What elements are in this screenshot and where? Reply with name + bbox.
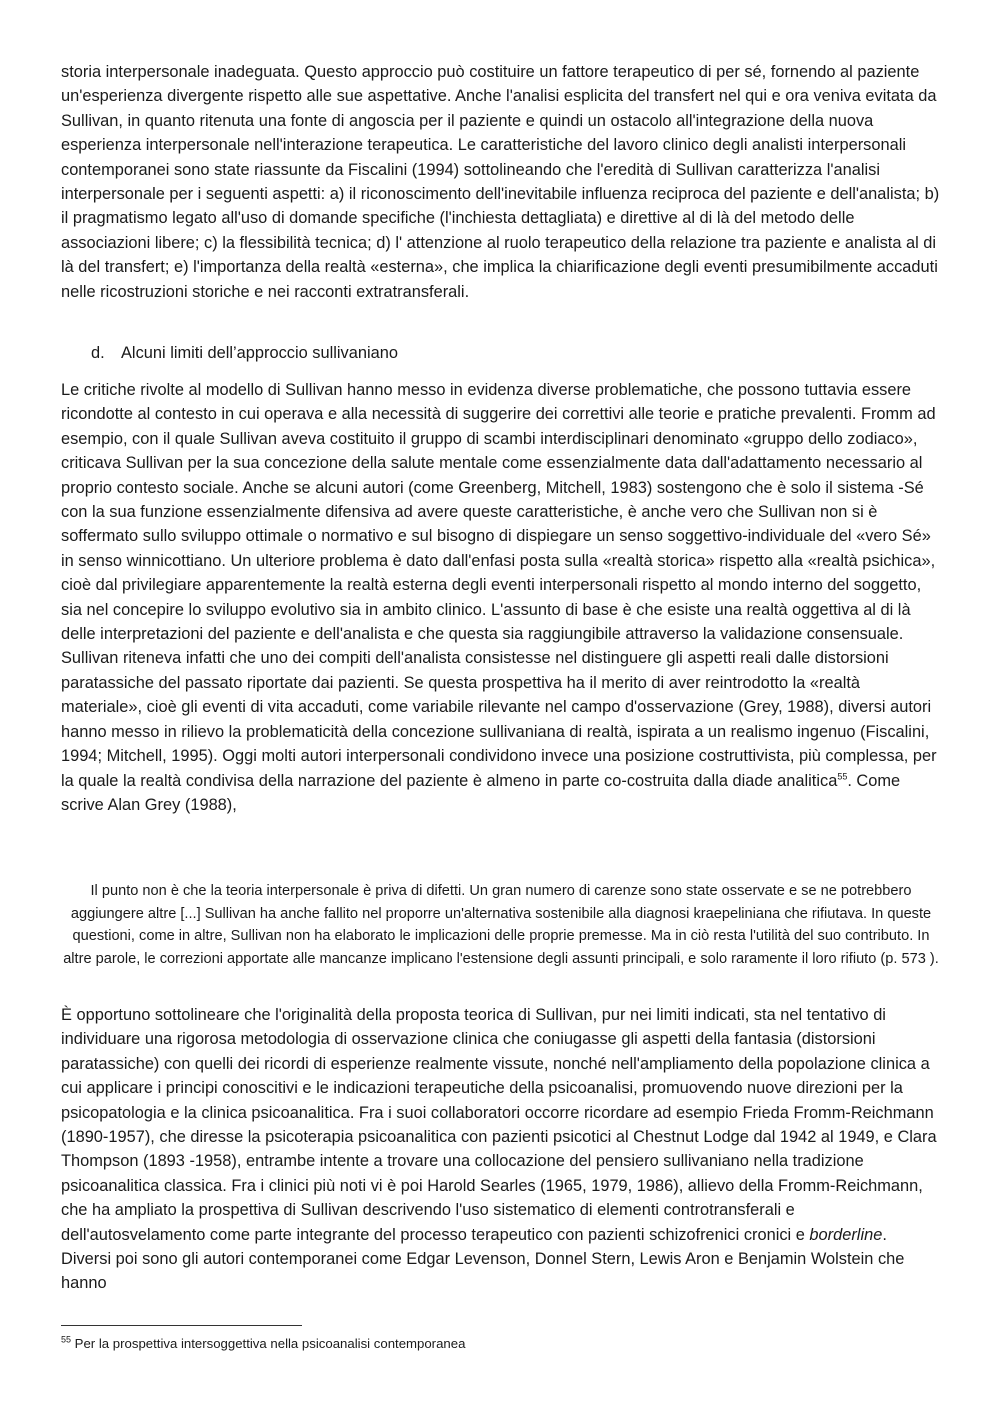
- paragraph-text-tail: . Come scrive Alan Grey (1988),: [61, 771, 901, 814]
- quote-text: Il punto non è che la teoria interpersonale è priva di difetti. Un gran numero di carenze sono state osservate e se ne potrebbero aggiungere altre [...] Sullivan ha anche fallito nel proporre un'alternativa sostenibile alla diagnosi kraepeliniana che rifiutava. In queste questioni, come in altre, Sullivan non ha elaborato le implicazioni delle proprie premesse. Ma in ciò resta l'utilità del suo contributo. In altre parole, le correzioni apportate alle mancanze implicano l'estensione degli assunti principali, e solo raramente il loro rifiuto (p. 573 ).: [63, 883, 939, 967]
- paragraph-text: storia interpersonale inadeguata. Questo approccio può costituire un fattore terapeutico di per sé, fornendo al paziente un'esperienza divergente rispetto alle sue aspettative. Anche l'analisi esplicita del transfert nel qui e ora veniva evitata da Sullivan, in quanto ritenuta una fonte di angoscia per il paziente e quindi un ostacolo all'integrazione della nuova esperienza interpersonale nell'interazione terapeutica. Le caratteristiche del lavoro clinico degli analisti interpersonali contemporanei sono state riassunte da Fiscalini (1994) sottolineando che l'eredità di Sullivan caratterizza l'analisi interpersonale per i seguenti aspetti: a) il riconoscimento dell'inevitabile influenza reciproca del paziente e dell'analista; b) il pragmatismo legato all'uso di domande specifiche (l'inchiesta dettagliata) e direttive al di là del metodo delle associazioni libere; c) la flessibilità tecnica; d) l' attenzione al ruolo terapeutico della relazione tra paziente e analista al di là del transfert; e) l'importanza della realtà «esterna», che implica la chiarificazione degli eventi presumibilmente accaduti nelle ricostruzioni storiche e nei racconti extratransferali.: [61, 63, 940, 301]
- paragraph-intro: [61, 60, 941, 304]
- footnote-text: Per la prospettiva intersoggettiva nella psicoanalisi contemporanea: [71, 1336, 466, 1351]
- paragraph-text: È opportuno sottolineare che l'originalità della proposta teorica di Sullivan, pur nei limiti indicati, sta nel tentativo di individuare una rigorosa metodologia di osservazione clinica che coniugasse gli aspetti della fantasia (distorsioni paratassiche) con quelli dei ricordi di esperienze realmente vissute, nonché nell'ampliamento della popolazione clinica a cui applicare i principi conoscitivi e le indicazioni terapeutiche della psicoanalisi, promuovendo nuove direzioni per la psicopatologia e la clinica psicoanalitica. Fra i suoi collaboratori occorre ricordare ad esempio Frieda Fromm-Reichmann (1890-1957), che diresse la psicoterapia psicoanalitica con pazienti psicotici al Chestnut Lodge dal 1942 al 1949, e Clara Thompson (1893 -1958), entrambe intente a trovare una collocazione del pensiero sullivaniano nella tradizione psicoanalitica classica. Fra i clinici più noti vi è poi Harold Searles (1965, 1979, 1986), allievo della Fromm-Reichmann, che ha ampliato la prospettiva di Sullivan descrivendo l'uso sistematico di elementi controtransferali e dell'autosvelamento come parte integrante del processo terapeutico con pazienti schizofrenici cronici e: [61, 1006, 937, 1244]
- footnote-separator: [61, 1325, 302, 1326]
- paragraph-text-tail: . Diversi poi sono gli autori contemporanei come Edgar Levenson, Donnel Stern, Lewis Aron e Benjamin Wolstein che hanno: [61, 1225, 905, 1293]
- section-title: Alcuni limiti dell’approccio sullivaniano: [121, 344, 398, 362]
- paragraph-critiques: [61, 378, 941, 817]
- section-number: d.: [91, 344, 105, 362]
- footnote-number: 55: [61, 1334, 72, 1345]
- paragraph-text: Le critiche rivolte al modello di Sullivan hanno messo in evidenza diverse problematiche, che possono tuttavia essere ricondotte al contesto in cui operava e alla necessità di suggerire dei correttivi alle teorie e pratiche prevalenti. Fromm ad esempio, con il quale Sullivan aveva costituito il gruppo di scambi interdisciplinari denominato «gruppo dello zodiaco», criticava Sullivan per la sua concezione della salute mentale come essenzialmente data dall'adattamento necessario al proprio contesto sociale. Anche se alcuni autori (come Greenberg, Mitchell, 1983) sostengono che è solo il sistema -Sé con la sua funzione essenzialmente difensiva ad avere queste caratteristiche, è anche vero che Sullivan non si è soffermato sullo sviluppo ottimale o normativo e sul bisogno di dispiegare un senso soggettivo-individuale del «vero Sé» in senso winnicottiano. Un ulteriore problema è dato dall'enfasi posta sulla «realtà storica» rispetto alla «realtà psichica», cioè dal privilegiare apparentemente la realtà esterna degli eventi interpersonali rispetto al mondo interno del soggetto, sia nel concepire lo sviluppo evolutivo sia in ambito clinico. L'assunto di base è che esiste una realtà oggettiva al di là delle interpretazioni del paziente e dell'analista e che questa sia raggiungibile attraverso la validazione consensuale. Sullivan riteneva infatti che uno dei compiti dell'analista consistesse nel distinguere gli aspetti reali dalle distorsioni paratassiche del passato riportate dai pazienti. Se questa prospettiva ha il merito di aver reintrodotto la «realtà materiale», cioè gli eventi di vita accaduti, come variabile rilevante nel campo d'osservazione (Grey, 1988), diversi autori hanno messo in rilievo la problematicità della concezione sullivaniana di realtà, ispirata a un realismo ingenuo (Fiscalini, 1994; Mitchell, 1995). Oggi molti autori interpersonali condividono invece una posizione costruttivista, più complessa, per la quale la realtà condivisa della narrazione del paziente è almeno in parte co-costruita dalla diade analitica: [61, 381, 937, 790]
- paragraph-originality: [61, 1003, 941, 1296]
- section-heading: [91, 341, 891, 365]
- footnote: [61, 1334, 941, 1354]
- footnote-reference[interactable]: 55: [837, 771, 848, 782]
- block-quote: [61, 880, 941, 970]
- italic-term: borderline: [809, 1225, 883, 1244]
